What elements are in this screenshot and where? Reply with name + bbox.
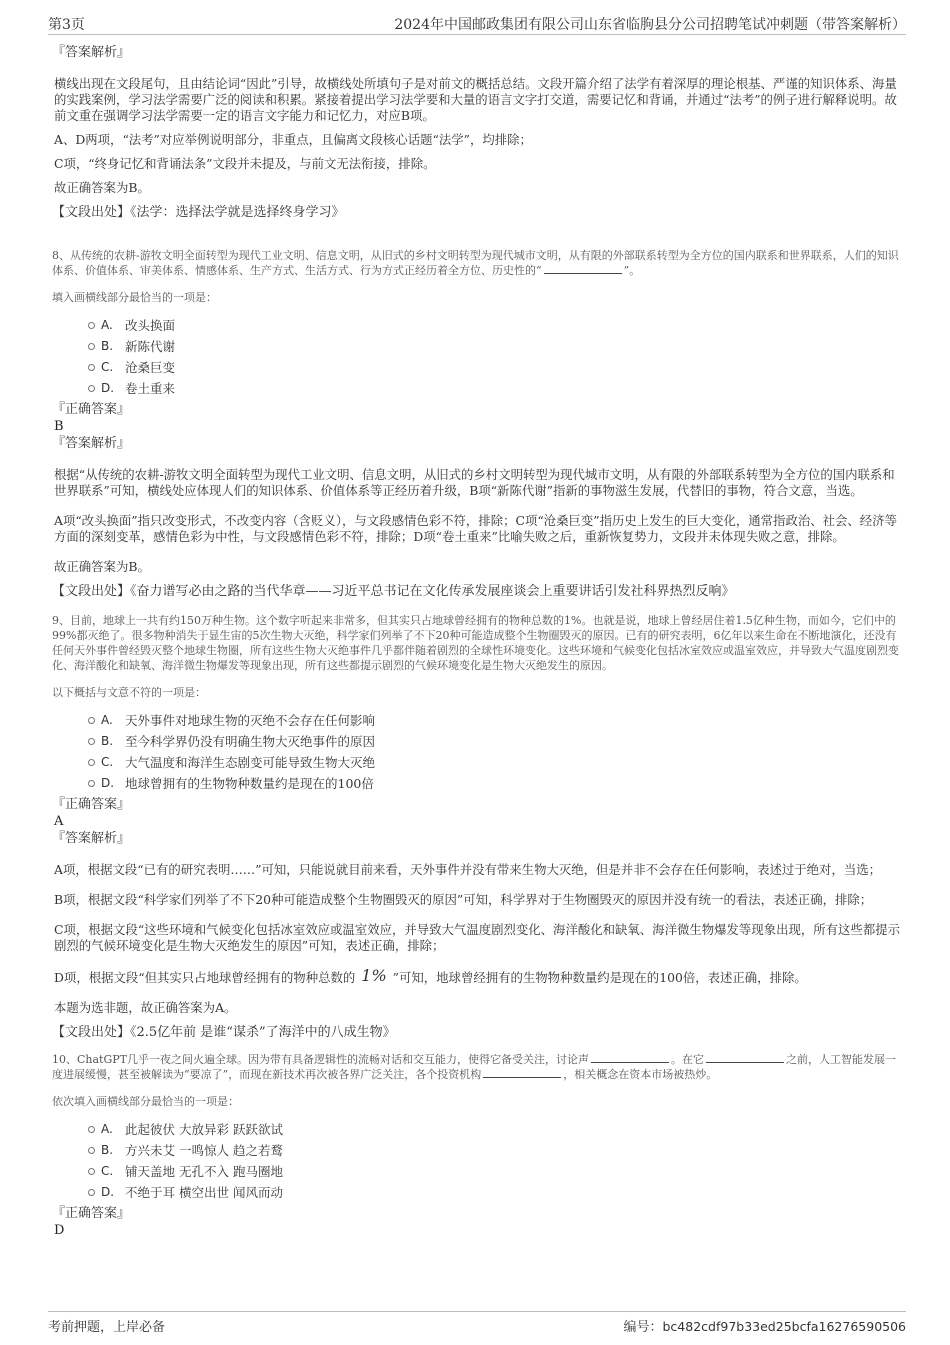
page-header <box>48 12 906 35</box>
option-c[interactable]: C. 大气温度和海洋生态剧变可能导致生物大灭绝 <box>88 752 902 773</box>
option-a[interactable]: A. 此起彼伏 大放异彩 跃跃欲试 <box>88 1119 902 1140</box>
page-number: 第3页 <box>48 17 85 33</box>
option-d[interactable]: D. 卷土重来 <box>88 378 902 399</box>
footer-slogan: 考前押题，上岸必备 <box>48 1320 166 1335</box>
radio-icon[interactable] <box>88 1126 95 1133</box>
option-list <box>88 710 902 794</box>
option-list <box>88 315 902 399</box>
correct-answer-value: B <box>54 419 64 434</box>
correct-answer-label: 『正确答案』 <box>52 797 131 812</box>
analysis-paragraph: 故正确答案为B。 <box>54 180 150 195</box>
radio-icon[interactable] <box>88 717 95 724</box>
radio-icon[interactable] <box>88 1168 95 1175</box>
radio-icon[interactable] <box>88 780 95 787</box>
analysis-paragraph: A、D两项，“法考”对应举例说明部分，非重点，且偏离文段核心话题“法学”，均排除； <box>54 132 532 147</box>
answer-analysis-label: 『答案解析』 <box>52 45 131 60</box>
question-prompt: 以下概括与文意不符的一项是： <box>52 686 206 699</box>
option-c[interactable]: C. 铺天盖地 无孔不入 跑马圈地 <box>88 1161 902 1182</box>
analysis-paragraph: 故正确答案为B。 <box>54 559 150 574</box>
correct-answer-value: D <box>54 1223 65 1238</box>
option-d[interactable]: D. 不绝于耳 横空出世 闻风而动 <box>88 1182 902 1203</box>
analysis-paragraph: A项，根据文段“已有的研究表明……”可知，只能说就目前来看，天外事件并没有带来生物大灭绝，但是并非不会存在任何影响，表述过于绝对，当选； <box>54 862 882 877</box>
radio-icon[interactable] <box>88 738 95 745</box>
radio-icon[interactable] <box>88 364 95 371</box>
question-9-text: 9、目前，地球上一共有约150万种生物。这个数字听起来非常多，但其实只占地球曾经拥有的物种总数的1%。也就是说，地球上曾经居住着1.5亿种生物，而如今，它们中的99%都灭绝了。很多物种消失于显生宙的5次生物大灭绝，科学家们列举了不下20种可能造成整个生物圈毁灭的原因。已有的研究表明，6亿年以来生命在不断地演化，还没有任何天外事件曾经毁灭整个地球生物圈，所有这些生物大灭绝事件几乎都伴随着剧烈的全球性环境变化。这些环境和气候变化包括冰室效应或温室效应，并导致大气温度剧烈变化、海洋酸化和缺氧、海洋微生物爆发等现象出现，所有这些都提示剧烈的气候环境变化是生物大灭绝发生的原因。 <box>52 614 899 672</box>
document-title: 2024年中国邮政集团有限公司山东省临朐县分公司招聘笔试冲刺题（带答案解析） <box>394 17 906 33</box>
fill-blank <box>591 1052 669 1063</box>
analysis-paragraph: A项“改头换面”指只改变形式，不改变内容（含贬义），与文段感情色彩不符，排除；C项“沧桑巨变”指历史上发生的巨大变化，通常指政治、社会、经济等方面的深刻变革，感情色彩为中性，与文段感情色彩不符，排除；D项“卷土重来”比喻失败之后，重新恢复势力，文段并未体现失败之意，排除。 <box>54 513 897 544</box>
option-c[interactable]: C. 沧桑巨变 <box>88 357 902 378</box>
fill-blank <box>544 263 622 274</box>
question-10-text: 10、ChatGPT几乎一夜之间火遍全球。因为带有具备逻辑性的流畅对话和交互能力，使得它备受关注，讨论声 。在它 之前，人工智能发展一度进展缓慢，甚至被解读为“要凉了”，而现在新技术再次被各界广泛关注，各个投资机构 ，相关概念在资本市场被热炒。 <box>52 1053 896 1081</box>
fill-blank <box>706 1052 784 1063</box>
analysis-paragraph: 横线出现在文段尾句，且由结论词“因此”引导，故横线处所填句子是对前文的概括总结。文段开篇介绍了法学有着深厚的理论根基、严谨的知识体系、海量的实践案例，学习法学需要广泛的阅读和积累。紧接着提出学习法学要和大量的语言文字打交道，需要记忆和背诵，并通过“法考”的例子进行解释说明。故前文重在强调学习法学需要一定的语言文字能力和记忆力，对应B项。 <box>54 76 897 123</box>
document-code: 编号：bc482cdf97b33ed25bcfa16276590506 <box>623 1319 906 1335</box>
option-b[interactable]: B. 方兴未艾 一鸣惊人 趋之若鹜 <box>88 1140 902 1161</box>
correct-answer-value: A <box>54 814 64 829</box>
page-content <box>52 44 902 1239</box>
analysis-paragraph: C项，“终身记忆和背诵法条”文段并未提及，与前文无法衔接，排除。 <box>54 156 436 171</box>
source-citation: 【文段出处】《法学：选择法学就是选择终身学习》 <box>52 205 345 220</box>
analysis-paragraph: 本题为选非题，故正确答案为A。 <box>54 1000 237 1015</box>
radio-icon[interactable] <box>88 1147 95 1154</box>
option-a[interactable]: A. 改头换面 <box>88 315 902 336</box>
question-prompt: 填入画横线部分最恰当的一项是： <box>52 291 217 304</box>
analysis-paragraph: D项，根据文段“但其实只占地球曾经拥有的物种总数的 1% ”可知，地球曾经拥有的生物物种数量约是现在的100倍，表述正确，排除。 <box>54 966 807 985</box>
page-footer <box>48 1311 906 1336</box>
question-8-text: 8、从传统的农耕-游牧文明全面转型为现代工业文明、信息文明，从旧式的乡村文明转型为现代城市文明，从有限的外部联系转型为全方位的国内联系和世界联系，人们的知识体系、价值体系、审美体系、情感体系、生产方式、生活方式、行为方式正经历着全方位、历史性的“ ”。 <box>52 249 899 277</box>
analysis-paragraph: C项，根据文段“这些环境和气候变化包括冰室效应或温室效应，并导致大气温度剧烈变化、海洋酸化和缺氧、海洋微生物爆发等现象出现，所有这些都提示剧烈的气候环境变化是生物大灭绝发生的原因”可知，表述正确，排除； <box>54 922 900 953</box>
percent-formula: 1% <box>361 966 387 985</box>
source-citation: 【文段出处】《奋力谱写必由之路的当代华章——习近平总书记在文化传承发展座谈会上重要讲话引发社科界热烈反响》 <box>52 584 735 599</box>
radio-icon[interactable] <box>88 1189 95 1196</box>
radio-icon[interactable] <box>88 343 95 350</box>
radio-icon[interactable] <box>88 759 95 766</box>
option-a[interactable]: A. 天外事件对地球生物的灭绝不会存在任何影响 <box>88 710 902 731</box>
option-b[interactable]: B. 至今科学界仍没有明确生物大灭绝事件的原因 <box>88 731 902 752</box>
option-d[interactable]: D. 地球曾拥有的生物物种数量约是现在的100倍 <box>88 773 902 794</box>
analysis-paragraph: 根据“从传统的农耕-游牧文明全面转型为现代工业文明、信息文明，从旧式的乡村文明转型为现代城市文明，从有限的外部联系转型为全方位的国内联系和世界联系”可知，横线处应体现人们的知识体系、价值体系等正经历着升级，B项“新陈代谢”指新的事物滋生发展，代替旧的事物，符合文意，当选。 <box>54 467 895 498</box>
answer-analysis-label: 『答案解析』 <box>52 831 131 846</box>
source-citation: 【文段出处】《2.5亿年前 是谁“谋杀”了海洋中的八成生物》 <box>52 1025 396 1040</box>
option-b[interactable]: B. 新陈代谢 <box>88 336 902 357</box>
question-prompt: 依次填入画横线部分最恰当的一项是： <box>52 1095 239 1108</box>
option-list <box>88 1119 902 1203</box>
radio-icon[interactable] <box>88 322 95 329</box>
correct-answer-label: 『正确答案』 <box>52 1206 131 1221</box>
radio-icon[interactable] <box>88 385 95 392</box>
answer-analysis-label: 『答案解析』 <box>52 436 131 451</box>
fill-blank <box>483 1067 561 1078</box>
correct-answer-label: 『正确答案』 <box>52 402 131 417</box>
analysis-paragraph: B项，根据文段“科学家们列举了不下20种可能造成整个生物圈毁灭的原因”可知，科学界对于生物圈毁灭的原因并没有统一的看法，表述正确，排除； <box>54 892 873 907</box>
